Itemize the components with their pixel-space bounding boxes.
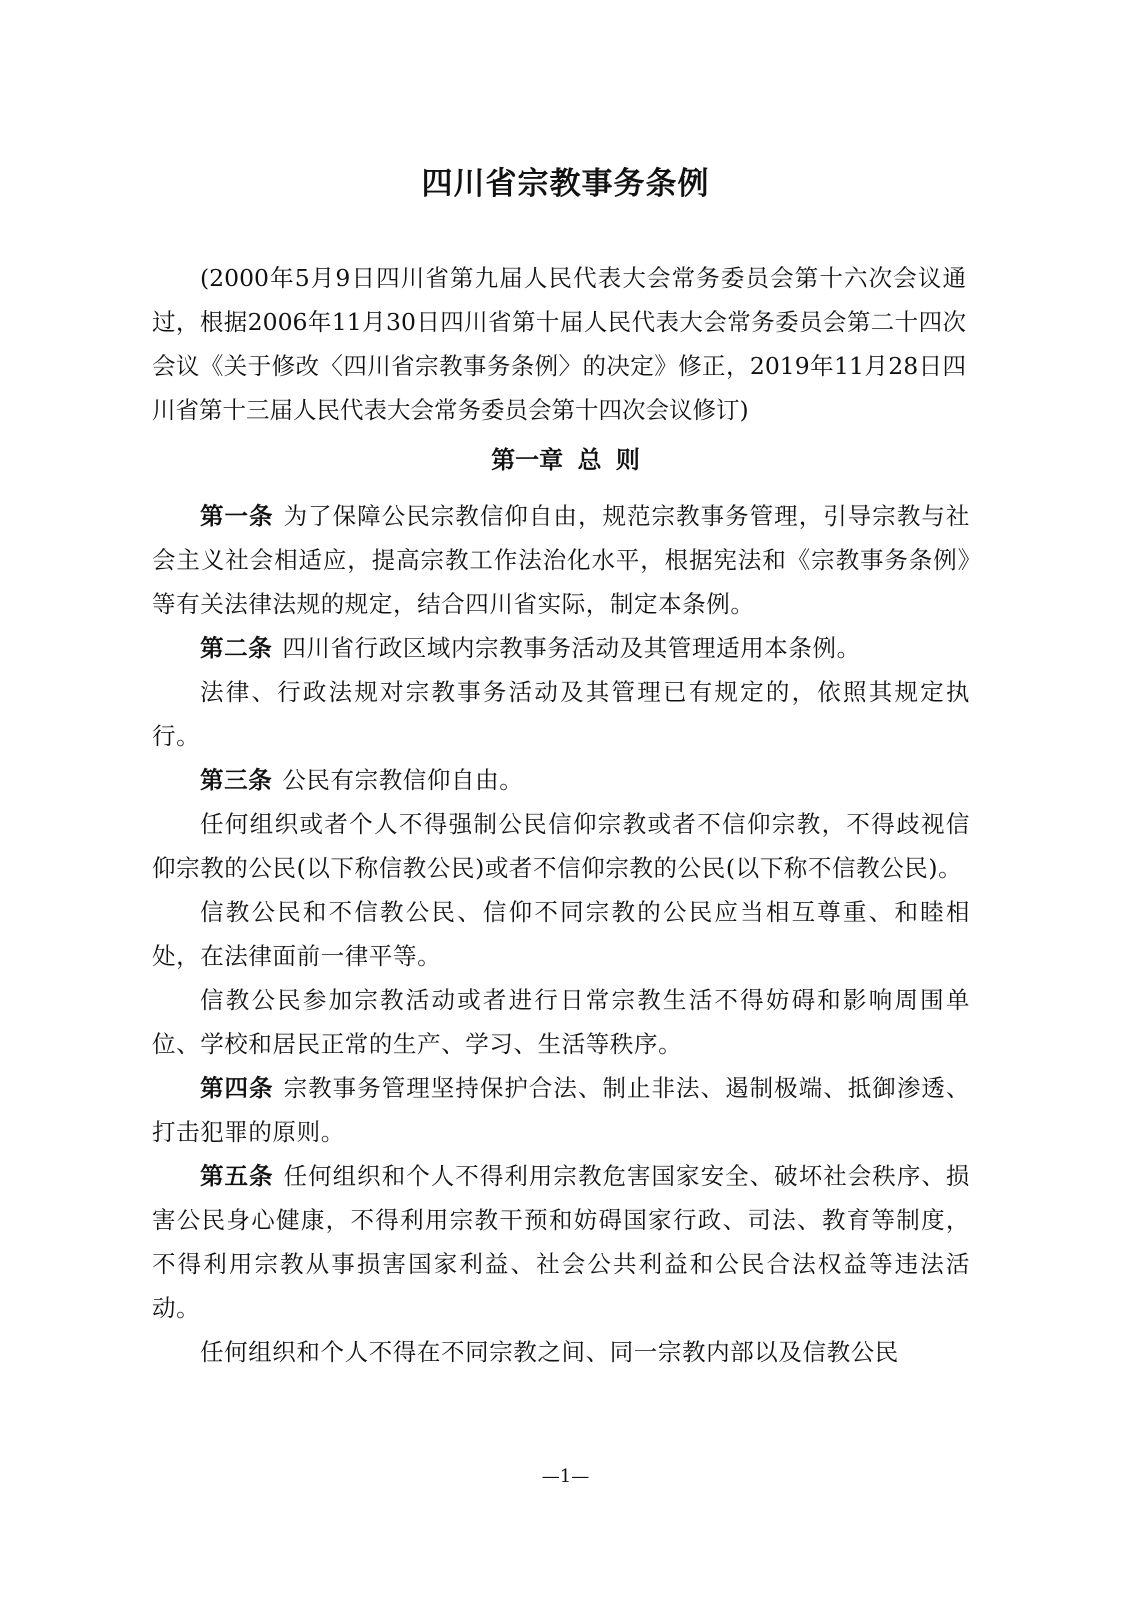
paragraph — [152, 890, 970, 978]
paragraph-article-4 — [152, 1066, 970, 1154]
paragraph-article-3 — [152, 758, 970, 802]
page-number: —1— — [541, 1466, 590, 1487]
paragraph-article-2 — [152, 626, 970, 670]
chapter-title: 第一章 总 则 — [491, 446, 640, 474]
paragraph — [152, 670, 970, 758]
paragraph-text: 信教公民和不信教公民、信仰不同宗教的公民应当相互尊重、和睦相处，在法律面前一律平等。 — [152, 898, 970, 970]
article-number: 第三条 — [200, 766, 273, 794]
document-body — [152, 494, 970, 1374]
paragraph-text: 任何组织和个人不得在不同宗教之间、同一宗教内部以及信教公民 — [200, 1338, 899, 1366]
paragraph-text: 信教公民参加宗教活动或者进行日常宗教生活不得妨碍和影响周围单位、学校和居民正常的生产、学习、生活等秩序。 — [152, 986, 970, 1058]
article-number: 第一条 — [200, 502, 274, 530]
paragraph-text: 任何组织或者个人不得强制公民信仰宗教或者不信仰宗教，不得歧视信仰宗教的公民(以下称信教公民)或者不信仰宗教的公民(以下称不信教公民)。 — [152, 810, 970, 882]
paragraph — [152, 1330, 970, 1374]
paragraph-article-1 — [152, 494, 970, 626]
paragraph-text: 四川省行政区域内宗教事务活动及其管理适用本条例。 — [282, 634, 861, 662]
paragraph-text: 为了保障公民宗教信仰自由，规范宗教事务管理，引导宗教与社会主义社会相适应，提高宗教工作法治化水平，根据宪法和《宗教事务条例》等有关法律法规的规定，结合四川省实际，制定本条例。 — [152, 502, 970, 618]
article-number: 第二条 — [200, 634, 273, 662]
paragraph — [152, 978, 970, 1066]
paragraph-text: 宗教事务管理坚持保护合法、制止非法、遏制极端、抵御渗透、打击犯罪的原则。 — [152, 1074, 970, 1146]
article-number: 第五条 — [200, 1162, 274, 1190]
article-number: 第四条 — [200, 1074, 274, 1102]
document-preamble: (2000年5月9日四川省第九届人民代表大会常务委员会第十六次会议通过，根据2006年11月30日四川省第十届人民代表大会常务委员会第二十四次会议《关于修改〈四川省宗教事务条例〉的决定》修正，2019年11月28日四川省第十三届人民代表大会常务委员会第十四次会议修订) — [152, 264, 966, 424]
paragraph-article-5 — [152, 1154, 970, 1330]
paragraph — [152, 802, 970, 890]
paragraph-text: 法律、行政法规对宗教事务活动及其管理已有规定的，依照其规定执行。 — [152, 678, 970, 750]
paragraph-text: 公民有宗教信仰自由。 — [282, 766, 524, 794]
document-title: 四川省宗教事务条例 — [421, 166, 710, 202]
paragraph-text: 任何组织和个人不得利用宗教危害国家安全、破坏社会秩序、损害公民身心健康，不得利用宗教干预和妨碍国家行政、司法、教育等制度，不得利用宗教从事损害国家利益、社会公共利益和公民合法权益等违法活动。 — [152, 1162, 970, 1322]
